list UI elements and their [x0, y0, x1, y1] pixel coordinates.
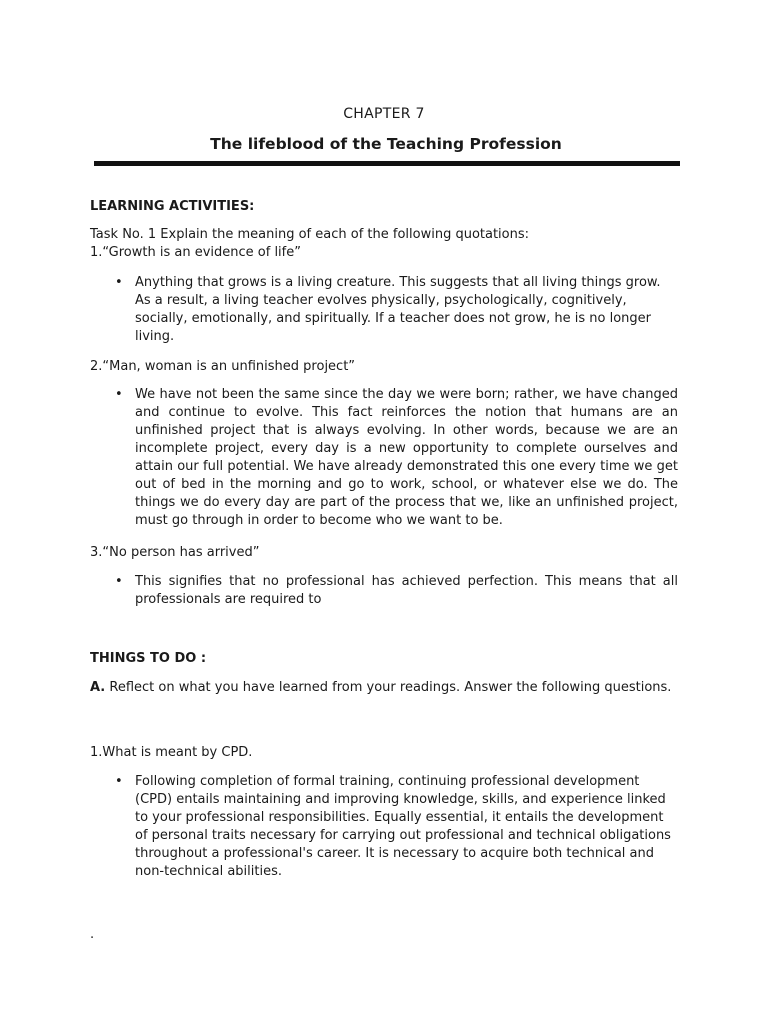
- quote-1: 1.“Growth is an evidence of life”: [90, 245, 301, 260]
- reflection-instruction: [90, 679, 678, 697]
- bullet-icon: •: [115, 774, 123, 789]
- list-item: [90, 386, 678, 530]
- title-divider: [94, 161, 680, 166]
- trailing-period: .: [90, 927, 95, 942]
- instruction-text: Reflect on what you have learned from your readings. Answer the following questions.: [105, 680, 672, 695]
- chapter-label: CHAPTER 7: [343, 106, 425, 122]
- list-item: [90, 773, 678, 881]
- cpd-answer-list: [90, 773, 678, 881]
- answer-3-list: [90, 573, 678, 609]
- answer-3-text: This signifies that no professional has achieved perfection. This means that all professionals are required to: [135, 574, 678, 607]
- task-instruction: Task No. 1 Explain the meaning of each of the following quotations:: [90, 227, 530, 242]
- answer-2-text: We have not been the same since the day we were born; rather, we have changed and continue to evolve. This fact reinforces the notion that humans are an unfinished project that is always evolving. In other words, because we are an incomplete project, every day is a new opportunity to complete ourselves and attain our full potential. We have already demonstrated this one every time we get out of bed in the morning and go to work, school, or whatever else we do. The things we do every day are part of the process that we, like an unfinished project, must go through in order to become who we want to be.: [135, 387, 678, 528]
- answer-1-text: Anything that grows is a living creature. This suggests that all living things grow. As a result, a living teacher evolves physically, psychologically, cognitively, socially, emotionally, and spiritually. If a teacher does not grow, he is no longer living.: [135, 275, 661, 344]
- things-to-do-heading: THINGS TO DO :: [90, 651, 207, 666]
- cpd-answer-text: Following completion of formal training, continuing professional development (CPD) entails maintaining and improving knowledge, skills, and experience linked to your professional responsibilities. Equally essential, it entails the development of personal traits necessary for carrying out professional and technical obligations throughout a professional's career. It is necessary to acquire both technical and non-technical abilities.: [135, 774, 671, 879]
- list-item: [90, 274, 678, 346]
- bullet-icon: •: [115, 275, 123, 290]
- list-item: [90, 573, 678, 609]
- cpd-question: 1.What is meant by CPD.: [90, 745, 253, 760]
- answer-2-list: [90, 386, 678, 530]
- learning-activities-heading: LEARNING ACTIVITIES:: [90, 199, 255, 214]
- answer-1-list: [90, 274, 678, 346]
- quote-2: 2.“Man, woman is an unfinished project”: [90, 359, 356, 374]
- chapter-title: The lifeblood of the Teaching Profession: [210, 135, 562, 153]
- bullet-icon: •: [115, 387, 123, 402]
- quote-3: 3.“No person has arrived”: [90, 545, 260, 560]
- instruction-label: A.: [90, 680, 106, 695]
- bullet-icon: •: [115, 574, 123, 589]
